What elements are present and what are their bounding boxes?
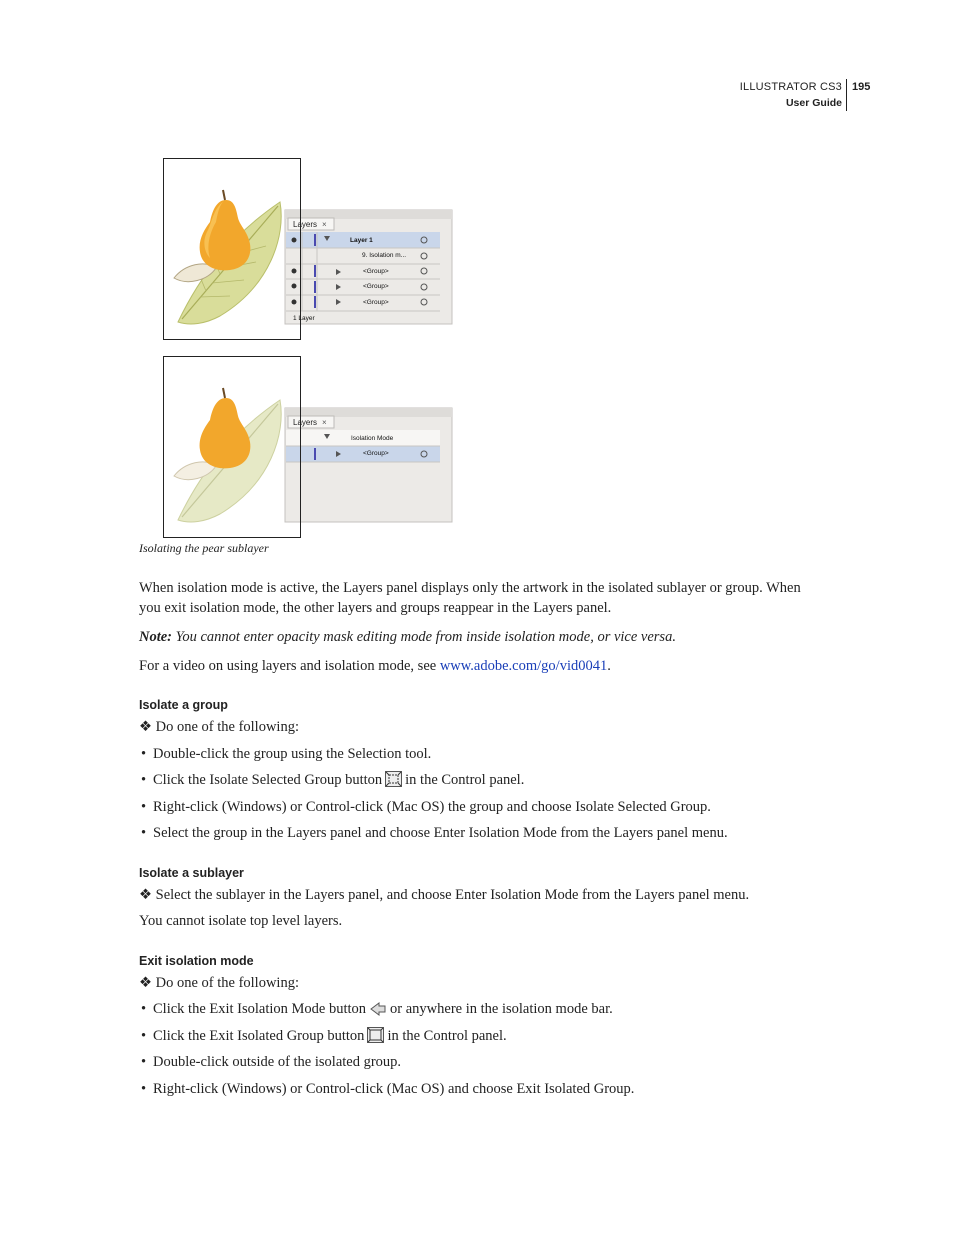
isolation-bar-label: Isolation Mode [351,435,394,442]
list-item: • Click the Exit Isolation Mode button or anywhere in the isolation mode bar. [141,1001,613,1017]
layer-row: Layer 1 [350,237,373,244]
running-header [740,79,842,111]
header-subtitle: User Guide [785,97,842,109]
svg-text:×: × [322,220,327,229]
heading-exit-isolation: Exit isolation mode [139,954,254,968]
video-link[interactable]: www.adobe.com/go/vid0041 [439,658,608,674]
layer-row: <Group> [363,450,389,457]
list-item: • Click the Exit Isolated Group button in the Control panel. [141,1028,507,1044]
exit-isolated-group-icon [367,1027,384,1043]
exit-isolation-arrow-icon [369,1002,387,1016]
figure-1-illustration [160,156,460,344]
heading-isolate-sublayer: Isolate a sublayer [139,866,244,880]
step-item: ❖ Do one of the following: [139,719,299,735]
layer-count: 1 Layer [293,315,315,322]
note-label: Note: [139,629,173,645]
page-number: 195 [846,79,870,111]
layers-panel-2 [285,408,452,522]
paragraph-isolation: When isolation mode is active, the Layers panel displays only the artwork in the isolated sublayer or group. When you exit isolation mode, the other layers and groups reappear in the Layers panel. [139,580,801,616]
step-item: ❖ Do one of the following: [139,975,299,991]
list-item: • Select the group in the Layers panel and choose Enter Isolation Mode from the Layers panel menu. [141,825,728,841]
list-item: • Right-click (Windows) or Control-click (Mac OS) the group and choose Isolate Selected Group. [141,799,711,815]
layers-panel-1 [285,210,452,324]
panel-tab-label: Layers [293,418,318,427]
paragraph-top-level: You cannot isolate top level layers. [139,913,343,929]
svg-text:×: × [322,418,327,427]
list-item: • Double-click outside of the isolated group. [141,1054,402,1070]
list-item: • Click the Isolate Selected Group button in the Control panel. [141,772,525,788]
note-text: You cannot enter opacity mask editing mode from inside isolation mode, or vice versa. [175,629,676,645]
figure-2-illustration [160,354,460,542]
figure-caption: Isolating the pear sublayer [139,541,269,555]
heading-isolate-group: Isolate a group [139,698,228,712]
layer-row: <Group> [363,283,389,290]
panel-tab-label: Layers [293,220,318,229]
layer-row: 9. Isolation m... [362,252,407,259]
list-item: • Double-click the group using the Selection tool. [141,746,432,762]
layer-row: <Group> [363,299,389,306]
layer-row: <Group> [363,268,389,275]
header-title: ILLUSTRATOR CS3 [739,81,842,93]
video-suffix: . [607,658,611,674]
video-prefix: For a video on using layers and isolation mode, see [139,658,440,674]
paragraph-video [139,656,819,676]
list-item: • Right-click (Windows) or Control-click (Mac OS) and choose Exit Isolated Group. [141,1081,635,1097]
isolate-group-icon [385,771,402,787]
note [139,627,819,647]
step-item: ❖ Select the sublayer in the Layers panel, and choose Enter Isolation Mode from the Layers panel menu. [139,887,750,903]
